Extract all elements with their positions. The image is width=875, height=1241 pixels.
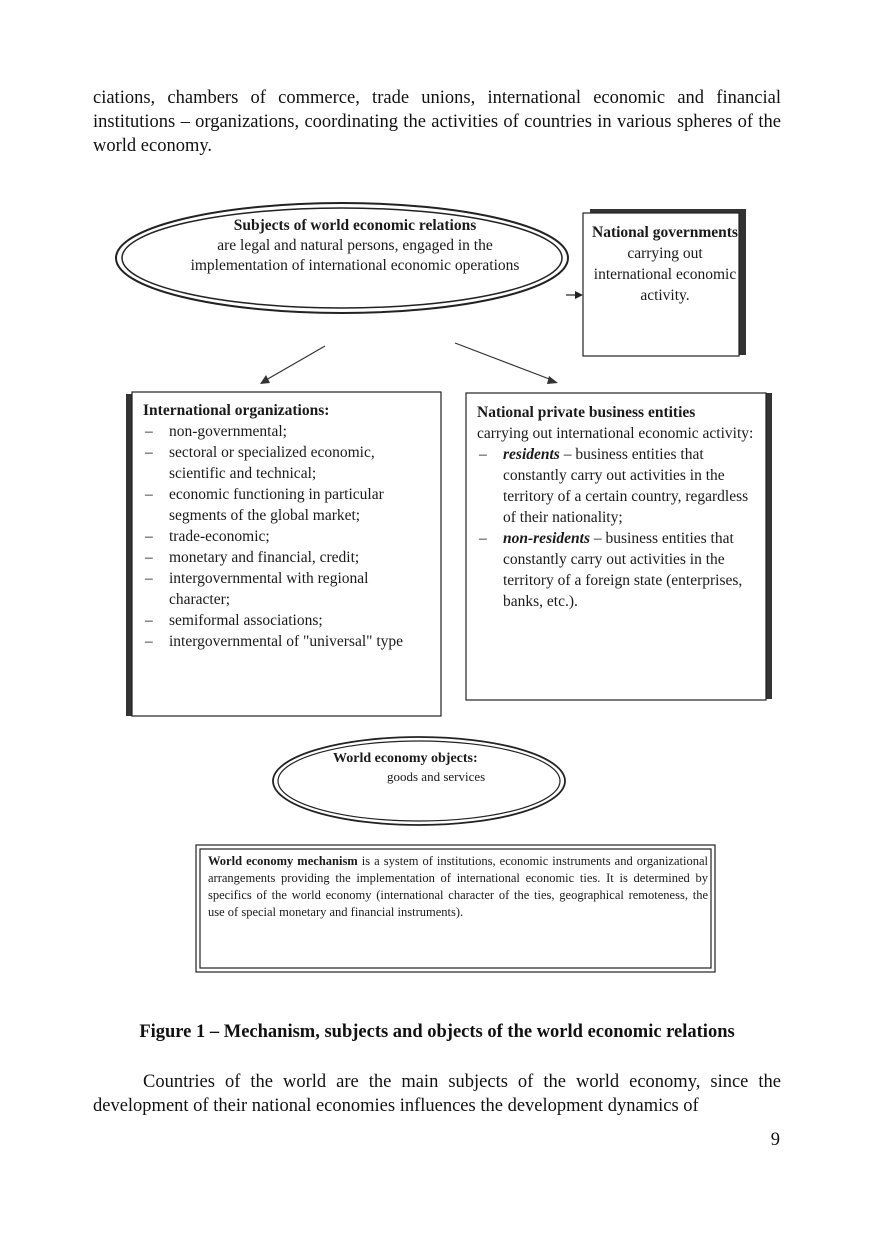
mechanism-text xyxy=(208,853,708,921)
natpriv-list xyxy=(477,444,762,612)
list-item: – sectoral or specialized economic, scientific and technical; xyxy=(143,442,433,484)
objects-title: World economy objects: xyxy=(333,751,478,766)
non-residents-text: – business entities that constantly carry out activities in the territory of a foreign state (enterprises, banks, etc.). xyxy=(503,530,743,610)
mechanism-term: World economy mechanism xyxy=(208,854,358,868)
list-item: – economic functioning in particular segments of the global market; xyxy=(143,484,433,526)
mechanism-body: is a system of institutions, economic instruments and organizational arrangements providing the implementation of international economic ties. It is determined by specifics of the world economy (international character of the ties, geographical remoteness, the use of special monetary and financial instruments). xyxy=(208,854,708,919)
list-item xyxy=(477,528,762,612)
arrow-right xyxy=(455,343,552,380)
residents-text: – business entities that constantly carry out activities in the territory of a certain country, regardless of their nationality; xyxy=(503,446,749,526)
list-item: – semiformal associations; xyxy=(143,610,433,631)
arrow-left xyxy=(266,346,325,380)
national-governments-text xyxy=(590,222,740,306)
objects-text xyxy=(333,750,533,786)
subjects-text xyxy=(190,216,520,276)
subjects-title: Subjects of world economic relations xyxy=(233,217,477,234)
subjects-body: are legal and natural persons, engaged in the implementation of international economic operations xyxy=(190,237,520,274)
objects-body: goods and services xyxy=(387,769,486,784)
international-organizations-text xyxy=(143,400,433,652)
bottom-paragraph: Countries of the world are the main subjects of the world economy, since the development of their national economies influences the development dynamics of xyxy=(93,1072,781,1116)
page-number: 9 xyxy=(770,1130,780,1150)
top-paragraph: ciations, chambers of commerce, trade unions, international economic and financial institutions – organizations, coordinating the activities of countries in various spheres of the world economy. xyxy=(93,88,781,156)
list-item: – non-governmental; xyxy=(143,421,433,442)
residents-term: residents xyxy=(503,446,560,463)
natpriv-title: National private business entities xyxy=(477,404,696,421)
national-private-entities-text xyxy=(477,402,762,612)
figure-caption: Figure 1 – Mechanism, subjects and objects of the world economic relations xyxy=(139,1022,735,1042)
arrow-right-head xyxy=(547,376,558,384)
arrow-left-head xyxy=(260,375,270,384)
arrow-to-natgov-head xyxy=(575,291,583,299)
natgov-title: National governments xyxy=(592,224,738,241)
intorg-title: International organizations: xyxy=(143,402,330,419)
natgov-body: carrying out international economic activity. xyxy=(593,245,737,304)
list-item xyxy=(477,444,762,528)
list-item: – trade-economic; xyxy=(143,526,433,547)
list-item: – intergovernmental with regional character; xyxy=(143,568,433,610)
non-residents-term: non-residents xyxy=(503,530,590,547)
intorg-list xyxy=(143,421,433,652)
natpriv-body: carrying out international economic activity: xyxy=(477,425,754,442)
list-item: – intergovernmental of "universal" type xyxy=(143,631,433,652)
list-item: – monetary and financial, credit; xyxy=(143,547,433,568)
